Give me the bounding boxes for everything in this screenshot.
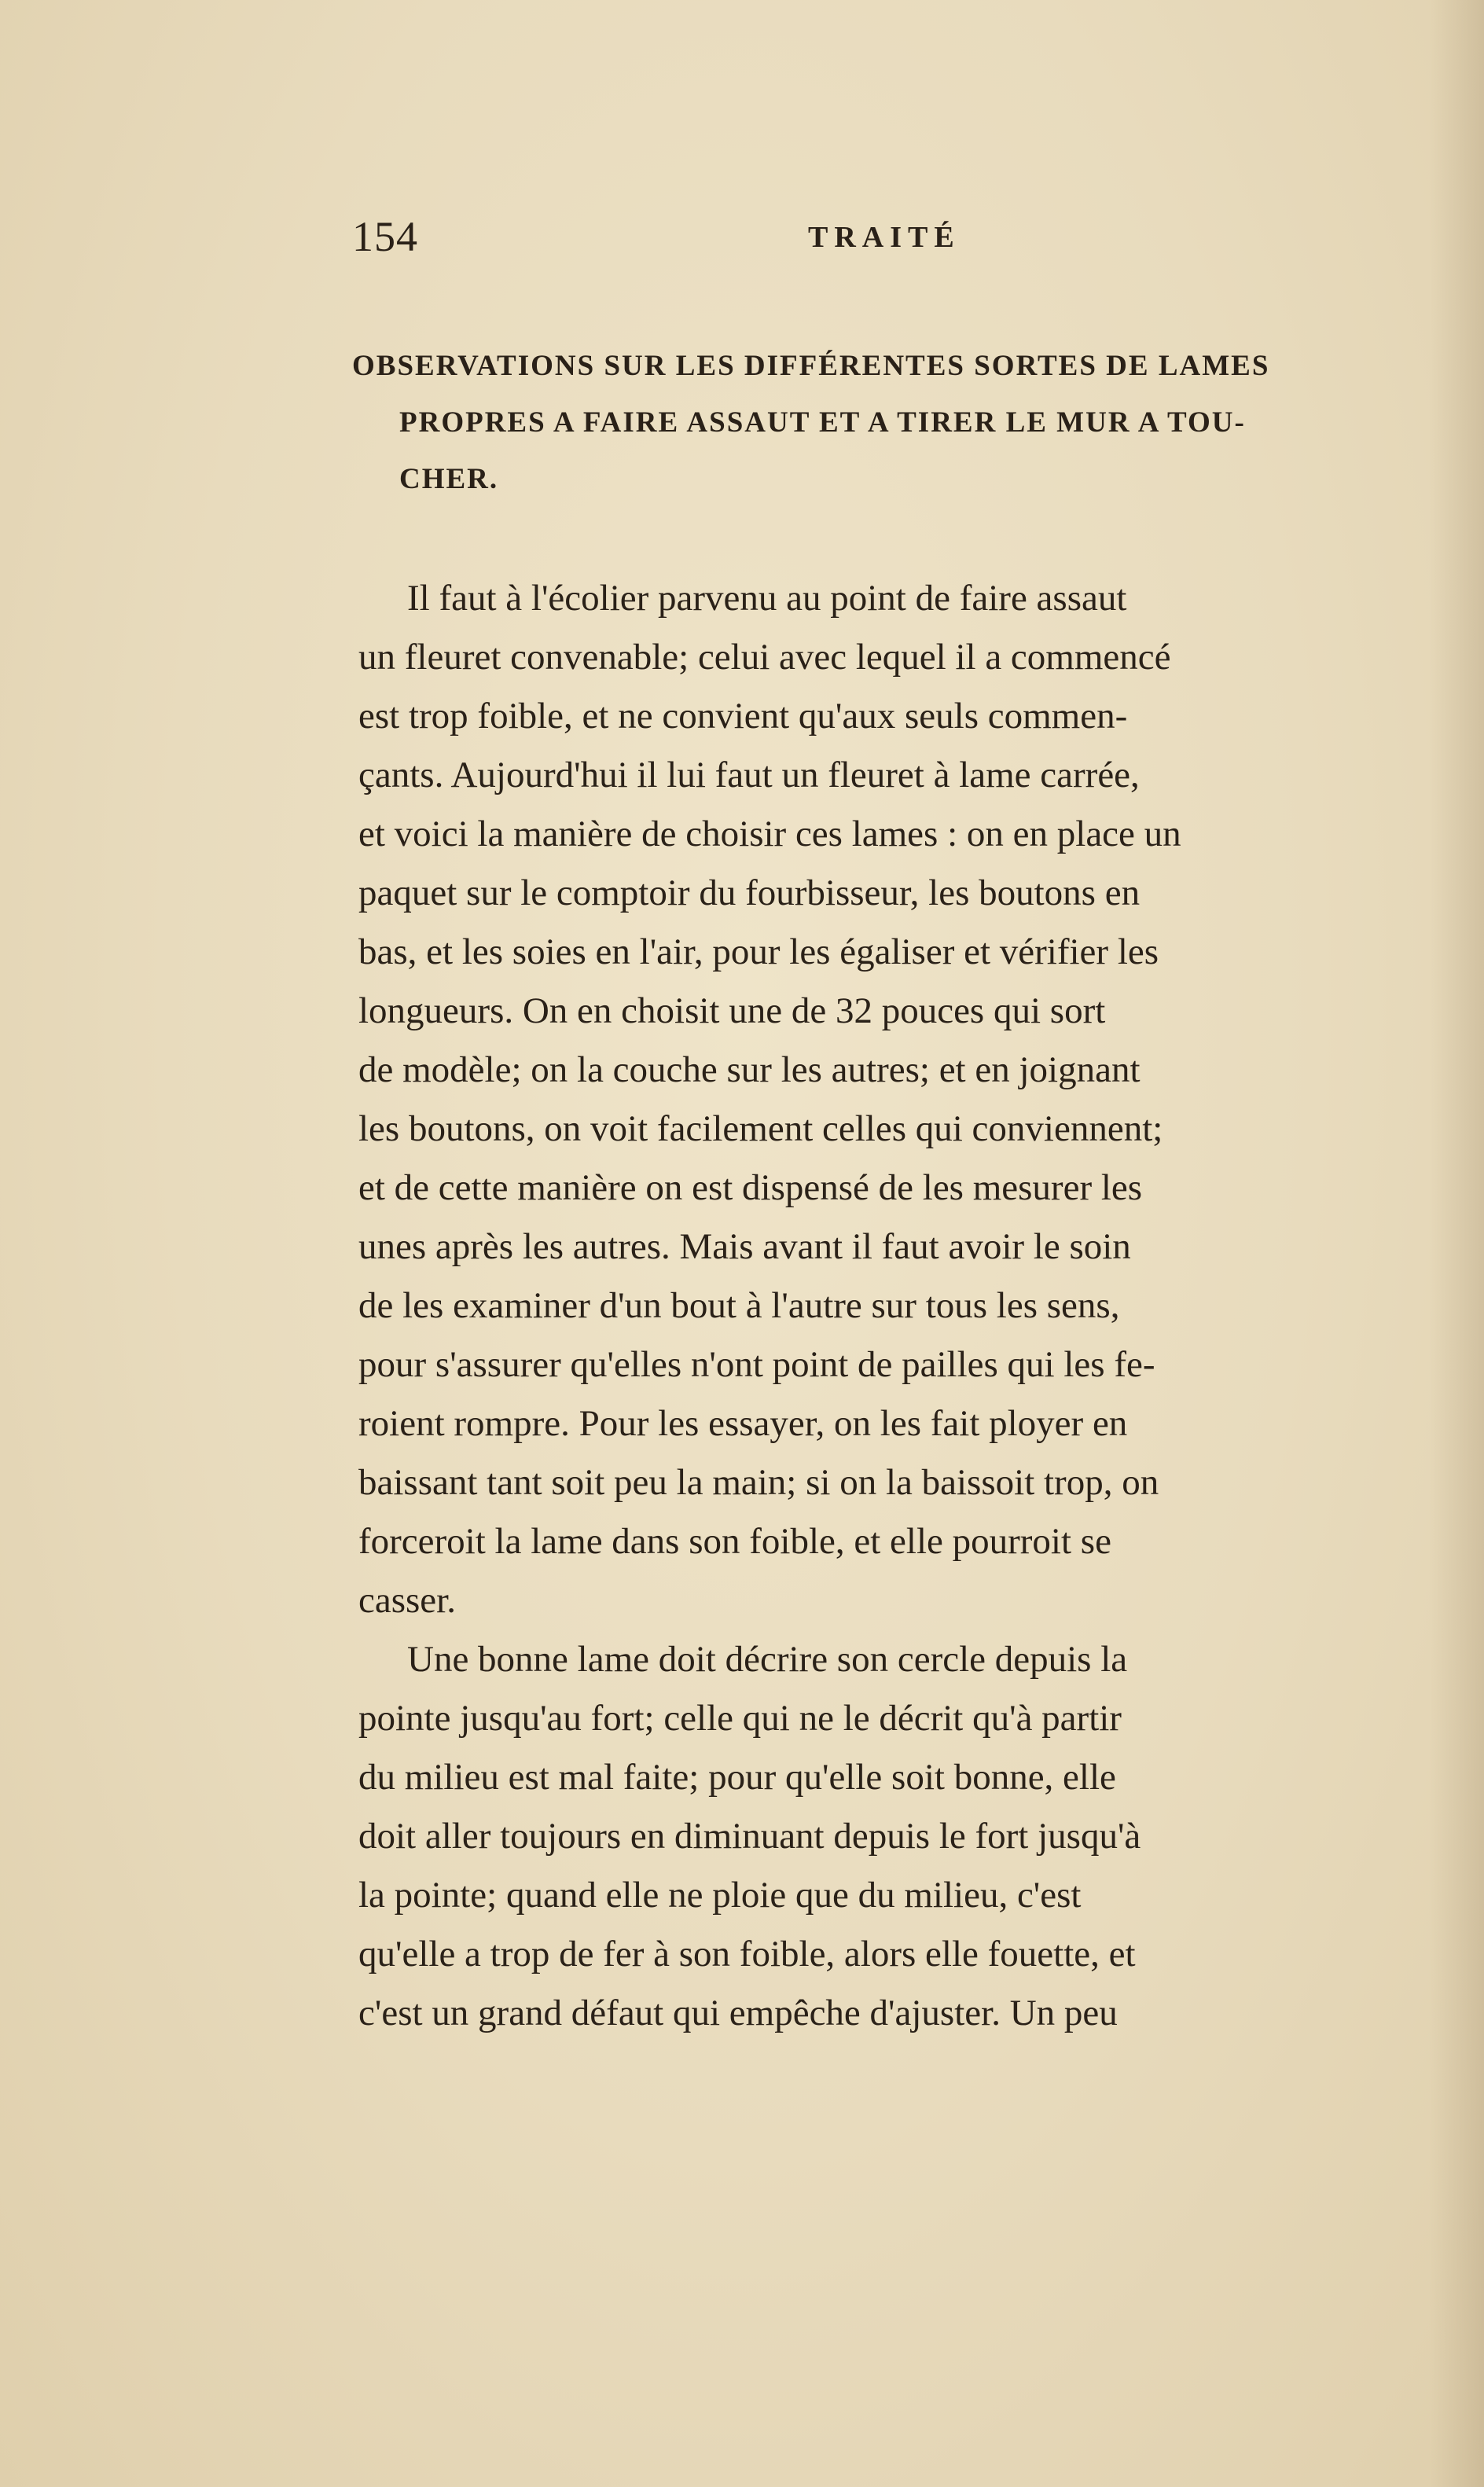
text-line: çants. Aujourd'hui il lui faut un fleuret à lame carrée, (358, 755, 1140, 795)
text-line: les boutons, on voit facilement celles qui conviennent; (358, 1108, 1163, 1149)
text-line: pour s'assurer qu'elles n'ont point de pailles qui les fe- (358, 1344, 1155, 1385)
text-line: c'est un grand défaut qui empêche d'ajuster. Un peu (358, 1993, 1118, 2033)
text-line: du milieu est mal faite; pour qu'elle soit bonne, elle (358, 1757, 1116, 1798)
text-line: baissant tant soit peu la main; si on la baissoit trop, on (358, 1462, 1159, 1503)
text-line: est trop foible, et ne convient qu'aux seuls commen- (358, 696, 1128, 737)
text-line: Une bonne lame doit décrire son cercle depuis la (407, 1639, 1128, 1680)
text-line: Il faut à l'écolier parvenu au point de faire assaut (407, 578, 1127, 619)
running-head: TRAITÉ (808, 221, 961, 254)
text-line: de les examiner d'un bout à l'autre sur tous les sens, (358, 1285, 1120, 1326)
text-line: forceroit la lame dans son foible, et elle pourroit se (358, 1521, 1111, 1562)
text-line: doit aller toujours en diminuant depuis le fort jusqu'à (358, 1816, 1141, 1857)
body-text (358, 569, 1412, 2043)
text-line: longueurs. On en choisit une de 32 pouces qui sort (358, 990, 1106, 1031)
heading-line: CHER. (399, 463, 499, 495)
text-line: un fleuret convenable; celui avec lequel il a commencé (358, 637, 1171, 678)
text-line: et voici la manière de choisir ces lames : on en place un (358, 814, 1181, 854)
text-line: la pointe; quand elle ne ploie que du milieu, c'est (358, 1875, 1082, 1916)
page-edge-shadow (1429, 0, 1484, 2487)
text-line: roient rompre. Pour les essayer, on les fait ployer en (358, 1403, 1128, 1444)
page-number: 154 (352, 213, 418, 260)
page-header (352, 212, 1405, 267)
heading-line: OBSERVATIONS SUR LES DIFFÉRENTES SORTES DE LAMES (352, 350, 1270, 382)
text-line: de modèle; on la couche sur les autres; et en joignant (358, 1049, 1141, 1090)
text-line: paquet sur le comptoir du fourbisseur, les boutons en (358, 872, 1141, 913)
section-heading (352, 338, 1405, 508)
text-line: bas, et les soies en l'air, pour les égaliser et vérifier les (358, 931, 1159, 972)
text-line: pointe jusqu'au fort; celle qui ne le décrit qu'à partir (358, 1698, 1122, 1739)
text-line: unes après les autres. Mais avant il faut avoir le soin (358, 1226, 1131, 1267)
text-line: et de cette manière on est dispensé de les mesurer les (358, 1167, 1143, 1208)
text-line: qu'elle a trop de fer à son foible, alors elle fouette, et (358, 1934, 1136, 1975)
heading-line: PROPRES A FAIRE ASSAUT ET A TIRER LE MUR A TOU- (399, 406, 1246, 439)
text-line: casser. (358, 1580, 456, 1621)
